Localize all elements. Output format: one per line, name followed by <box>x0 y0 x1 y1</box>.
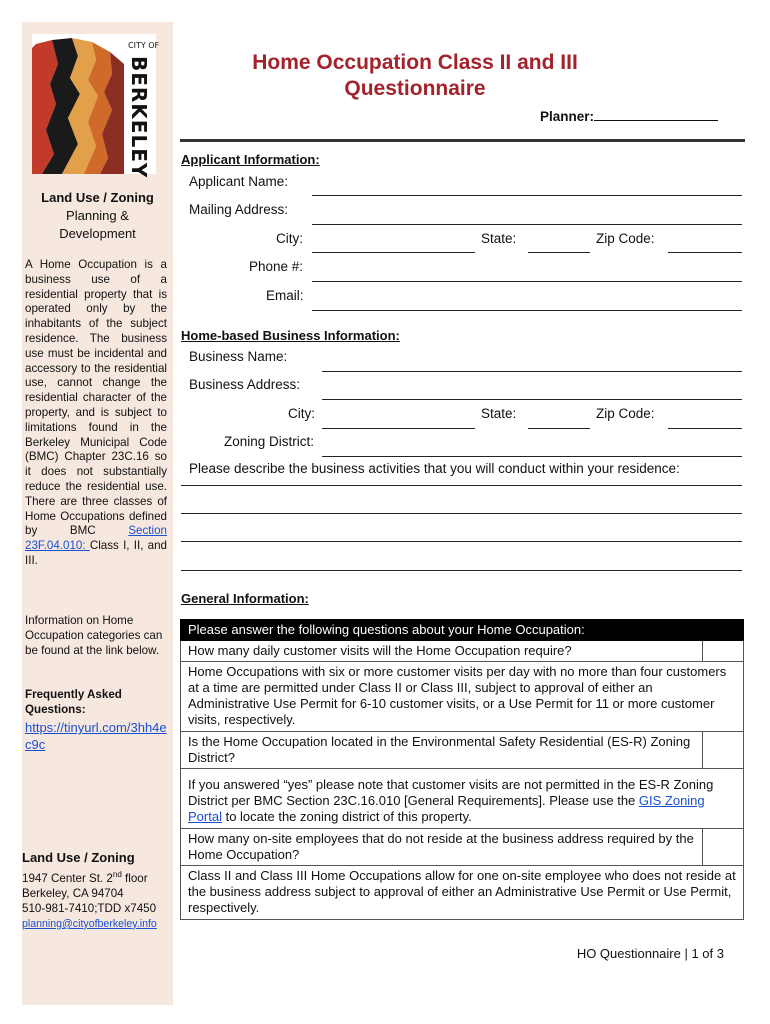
activities-line-1[interactable] <box>181 485 742 486</box>
applicant-zip-label: Zip Code: <box>596 231 655 246</box>
contact-title: Land Use / Zoning <box>22 850 135 865</box>
answer-customer-visits[interactable] <box>703 641 744 662</box>
business-heading: Home-based Business Information: <box>181 328 400 343</box>
city-of-berkeley-logo <box>32 34 160 179</box>
mailing-address-field[interactable] <box>312 224 742 225</box>
note-employees: Class II and Class III Home Occupations allow for one on-site employee who does not reside at the business address subject to approval of either an Administrative Use Permit or Use Permit, respectively. <box>181 866 744 920</box>
question-customer-visits: How many daily customer visits will the Home Occupation require? <box>181 641 703 662</box>
email-field[interactable] <box>312 310 742 311</box>
business-state-label: State: <box>481 406 517 421</box>
answer-employees[interactable] <box>703 829 744 866</box>
activities-line-2[interactable] <box>181 513 742 514</box>
note-esr-zoning: If you answered “yes” please note that customer visits are not permitted in the ES-R Zoning District per BMC Section 23C.16.010 [General Requirements]. Please use the GIS Zoning Portal to locate the zoning district of this property. <box>181 769 744 829</box>
planner-field[interactable]: Planner: <box>540 108 718 124</box>
contact-email-link[interactable]: planning@cityofberkeley.info <box>22 917 157 930</box>
applicant-state-label: State: <box>481 231 517 246</box>
bmc-section-link[interactable]: Section 23F.04.010: <box>25 524 167 553</box>
question-row <box>181 829 744 866</box>
logo-city-of-text: CITY OF <box>128 41 160 50</box>
applicant-heading: Applicant Information: <box>181 152 320 167</box>
applicant-state-field[interactable] <box>528 252 590 253</box>
question-row <box>181 641 744 662</box>
questions-table <box>180 619 744 920</box>
page-title: Home Occupation Class II and III Questionnaire <box>252 51 578 100</box>
answer-esr-zoning[interactable] <box>703 732 744 769</box>
contact-address-line2: Berkeley, CA 94704 <box>22 886 124 900</box>
note-row <box>181 662 744 732</box>
mailing-address-label: Mailing Address: <box>189 202 289 217</box>
contact-phone: 510-981-7410;TDD x7450 <box>22 901 157 915</box>
table-header-text: Please answer the following questions about your Home Occupation: <box>181 620 703 641</box>
note-row <box>181 769 744 829</box>
general-heading: General Information: <box>181 591 309 606</box>
note-customer-visits: Home Occupations with six or more customer visits per day with no more than four customers at a time are permitted under Class II or Class III, subject to approval of either an Administrative Use Permit for 6-10 customer visits, or a Use Permit for 11 or more customer visits, respectively. <box>181 662 744 732</box>
business-zip-field[interactable] <box>668 428 742 429</box>
phone-field[interactable] <box>312 281 742 282</box>
sidebar <box>22 22 173 1005</box>
business-zip-label: Zip Code: <box>596 406 655 421</box>
applicant-name-field[interactable] <box>312 195 742 196</box>
email-label: Email: <box>266 288 304 303</box>
applicant-city-field[interactable] <box>312 252 475 253</box>
gis-zoning-portal-link[interactable]: GIS Zoning Portal <box>188 793 705 824</box>
contact-address-line1: 1947 Center St. 2nd floor <box>22 870 148 885</box>
question-row <box>181 732 744 769</box>
faq-label: Frequently Asked Questions: <box>25 688 122 716</box>
department-title: Land Use / Zoning Planning & Development <box>41 190 154 241</box>
question-esr-zoning: Is the Home Occupation located in the Environmental Safety Residential (ES-R) Zoning District? <box>181 732 703 769</box>
logo-berkeley-text: BERKELEY <box>127 56 151 179</box>
header-divider <box>180 139 745 142</box>
business-address-field[interactable] <box>322 399 742 400</box>
business-name-label: Business Name: <box>189 349 288 364</box>
zoning-district-label: Zoning District: <box>224 434 315 449</box>
home-occupation-description: A Home Occupation is a business use of a residential property that is operated only by the inhabitants of the subject residence. The business use must be incidental and accessory to the residential use, cannot change the residential character of the property, and is subject to limitations found in the Berkeley Municipal Code (BMC) Chapter 23C.16 so it does not substantially reduce the residential use. There are three classes of Home Occupations defined by BMC Section 23F.04.010: Class I, II, and III. <box>25 258 167 567</box>
info-text: Information on Home Occupation categories can be found at the link below. <box>25 614 163 657</box>
activities-line-4[interactable] <box>181 570 742 571</box>
applicant-name-label: Applicant Name: <box>189 174 289 189</box>
business-city-field[interactable] <box>322 428 475 429</box>
contact-block <box>22 849 173 932</box>
applicant-zip-field[interactable] <box>668 252 742 253</box>
question-employees: How many on-site employees that do not reside at the business address required by the Home Occupation? <box>181 829 703 866</box>
applicant-city-label: City: <box>276 231 303 246</box>
table-header-row <box>181 620 744 641</box>
activities-line-3[interactable] <box>181 541 742 542</box>
note-row <box>181 866 744 920</box>
business-city-label: City: <box>288 406 315 421</box>
page-footer: HO Questionnaire | 1 of 3 <box>576 946 724 961</box>
business-name-field[interactable] <box>322 371 742 372</box>
phone-label: Phone #: <box>249 259 304 274</box>
describe-activities-label: Please describe the business activities that you will conduct within your residence: <box>189 461 680 476</box>
faq-link[interactable]: https://tinyurl.com/3hh4ec9c <box>25 720 167 752</box>
business-address-label: Business Address: <box>189 377 301 392</box>
zoning-district-field[interactable] <box>322 456 742 457</box>
business-state-field[interactable] <box>528 428 590 429</box>
